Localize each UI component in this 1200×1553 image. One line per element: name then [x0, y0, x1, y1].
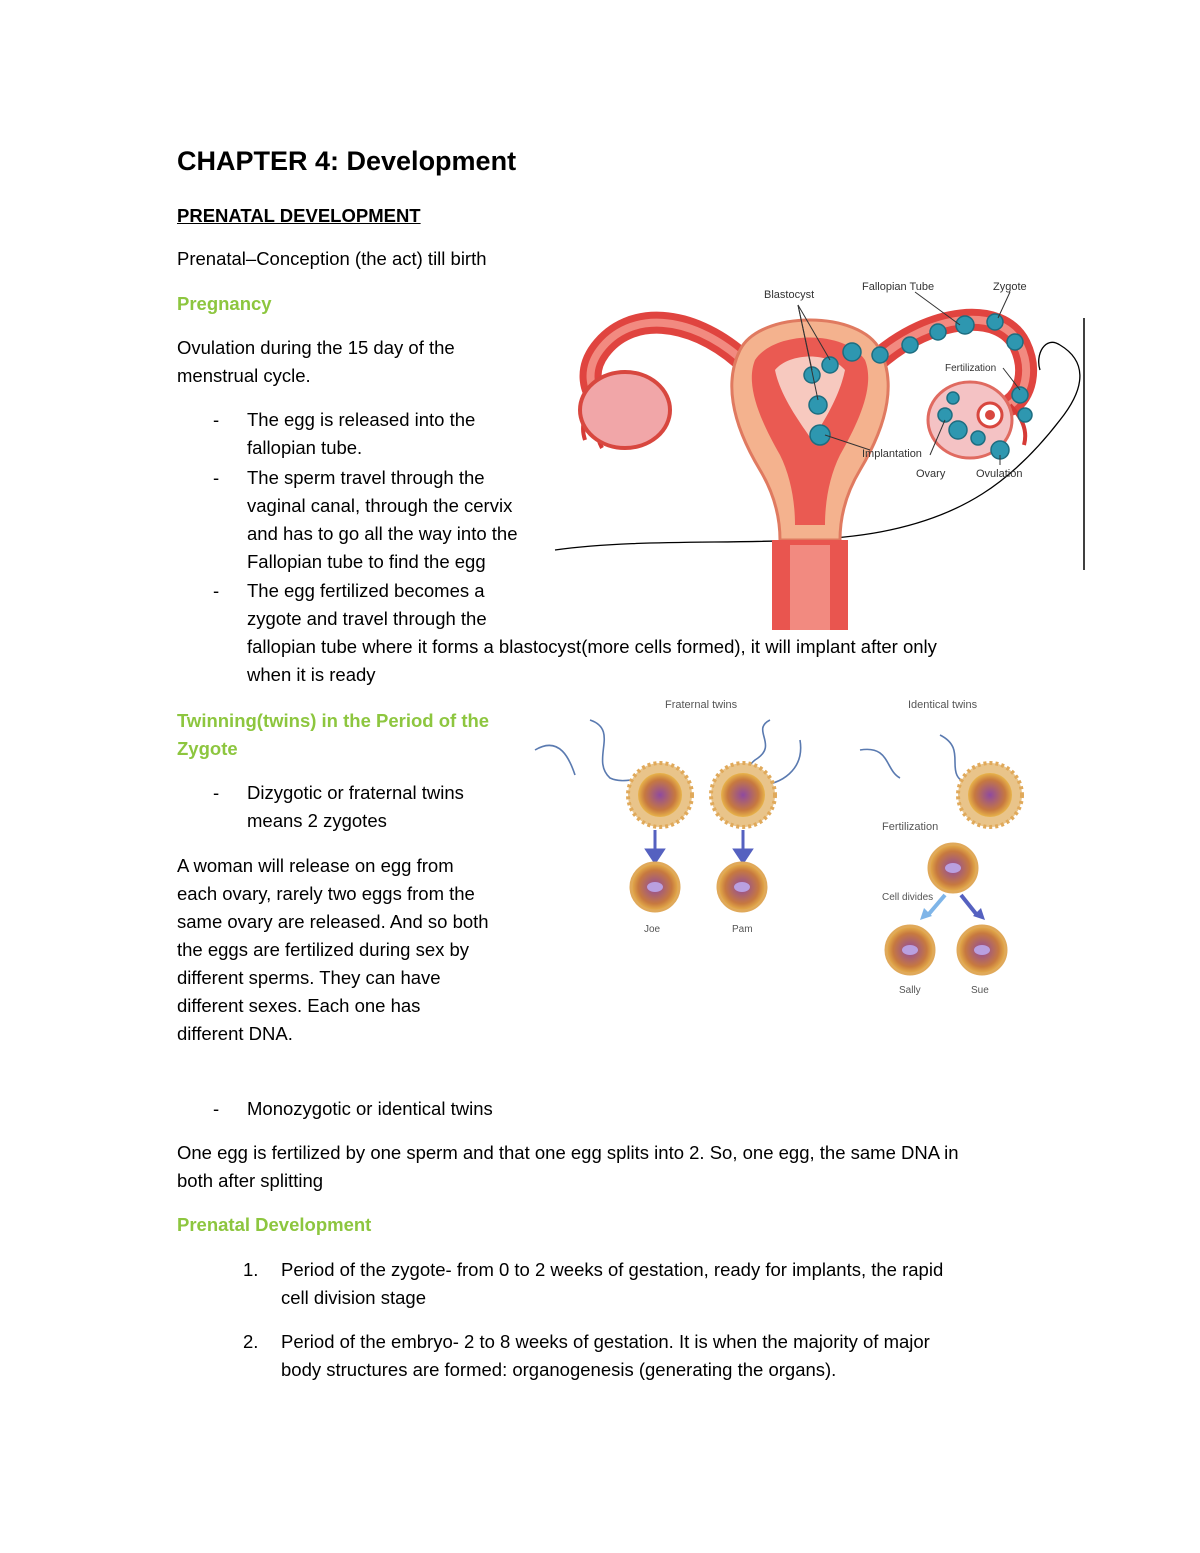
identical-para-line-2: both after splitting — [177, 1170, 324, 1191]
label-sue: Sue — [971, 985, 989, 996]
label-cell-divides: Cell divides — [882, 892, 934, 903]
fraternal-para-line-2: each ovary, rarely two eggs from the — [177, 883, 475, 904]
twins-diagram — [530, 690, 1030, 1010]
bullet-dash: - — [213, 409, 220, 430]
dizygotic-line-1: Dizygotic or fraternal twins — [247, 782, 464, 803]
page-title: CHAPTER 4: Development — [177, 146, 517, 176]
intro-text: Prenatal–Conception (the act) till birth — [177, 248, 487, 269]
period-zygote-line-2: cell division stage — [281, 1287, 426, 1308]
twinning-heading-line-2: Zygote — [177, 738, 238, 759]
fraternal-para-line-3: same ovary are released. And so both — [177, 911, 489, 932]
label-fraternal-twins: Fraternal twins — [665, 699, 738, 711]
bullet-dash: - — [213, 782, 220, 803]
fraternal-para-line-1: A woman will release on egg from — [177, 855, 454, 876]
label-ovulation: Ovulation — [976, 468, 1023, 480]
bullet-dash: - — [213, 1098, 220, 1119]
prenatal-dev-heading: Prenatal Development — [177, 1214, 372, 1235]
label-ovary: Ovary — [916, 468, 946, 480]
monozygotic-text: Monozygotic or identical twins — [247, 1098, 493, 1119]
section-heading: PRENATAL DEVELOPMENT — [177, 205, 421, 226]
bullet3-line-3: fallopian tube where it forms a blastocyst(more cells formed), it will implant after only — [247, 636, 937, 657]
label-fallopian-tube: Fallopian Tube — [862, 281, 935, 293]
label-pam: Pam — [732, 924, 753, 935]
list-number: 1. — [243, 1259, 259, 1280]
bullet1-line-1: The egg is released into the — [247, 409, 476, 430]
bullet1-line-2: fallopian tube. — [247, 437, 363, 458]
bullet3-line-1: The egg fertilized becomes a — [247, 580, 485, 601]
label-fertilization: Fertilization — [945, 363, 997, 374]
twinning-heading-line-1: Twinning(twins) in the Period of the — [177, 710, 490, 731]
dizygotic-line-2: means 2 zygotes — [247, 810, 387, 831]
fraternal-para-line-5: different sperms. They can have — [177, 967, 441, 988]
ovulation-line-2: menstrual cycle. — [177, 365, 311, 386]
fraternal-para-line-6: different sexes. Each one has — [177, 995, 421, 1016]
label-zygote: Zygote — [993, 281, 1027, 293]
label-joe: Joe — [644, 924, 661, 935]
bullet2-line-2: vaginal canal, through the cervix — [247, 495, 513, 516]
label-identical-twins: Identical twins — [908, 699, 978, 711]
bullet3-line-2: zygote and travel through the — [247, 608, 487, 629]
pregnancy-heading: Pregnancy — [177, 293, 272, 314]
fraternal-para-line-4: the eggs are fertilized during sex by — [177, 939, 470, 960]
period-embryo-line-1: Period of the embryo- 2 to 8 weeks of gestation. It is when the majority of major — [281, 1331, 930, 1352]
period-zygote-line-1: Period of the zygote- from 0 to 2 weeks of gestation, ready for implants, the rapid — [281, 1259, 944, 1280]
label-sally: Sally — [899, 985, 921, 996]
identical-para-line-1: One egg is fertilized by one sperm and that one egg splits into 2. So, one egg, the same DNA in — [177, 1142, 959, 1163]
period-embryo-line-2: body structures are formed: organogenesis (generating the organs). — [281, 1359, 837, 1380]
label-implantation: Implantation — [862, 448, 922, 460]
bullet-dash: - — [213, 467, 220, 488]
bullet-dash: - — [213, 580, 220, 601]
ovulation-line-1: Ovulation during the 15 day of the — [177, 337, 455, 358]
bullet2-line-1: The sperm travel through the — [247, 467, 485, 488]
uterus-diagram — [540, 270, 1100, 630]
label-blastocyst: Blastocyst — [764, 289, 815, 301]
label-fertilization: Fertilization — [882, 821, 939, 833]
fraternal-para-line-7: different DNA. — [177, 1023, 293, 1044]
bullet3-line-4: when it is ready — [247, 664, 376, 685]
bullet2-line-4: Fallopian tube to find the egg — [247, 551, 486, 572]
bullet2-line-3: and has to go all the way into the — [247, 523, 518, 544]
list-number: 2. — [243, 1331, 259, 1352]
